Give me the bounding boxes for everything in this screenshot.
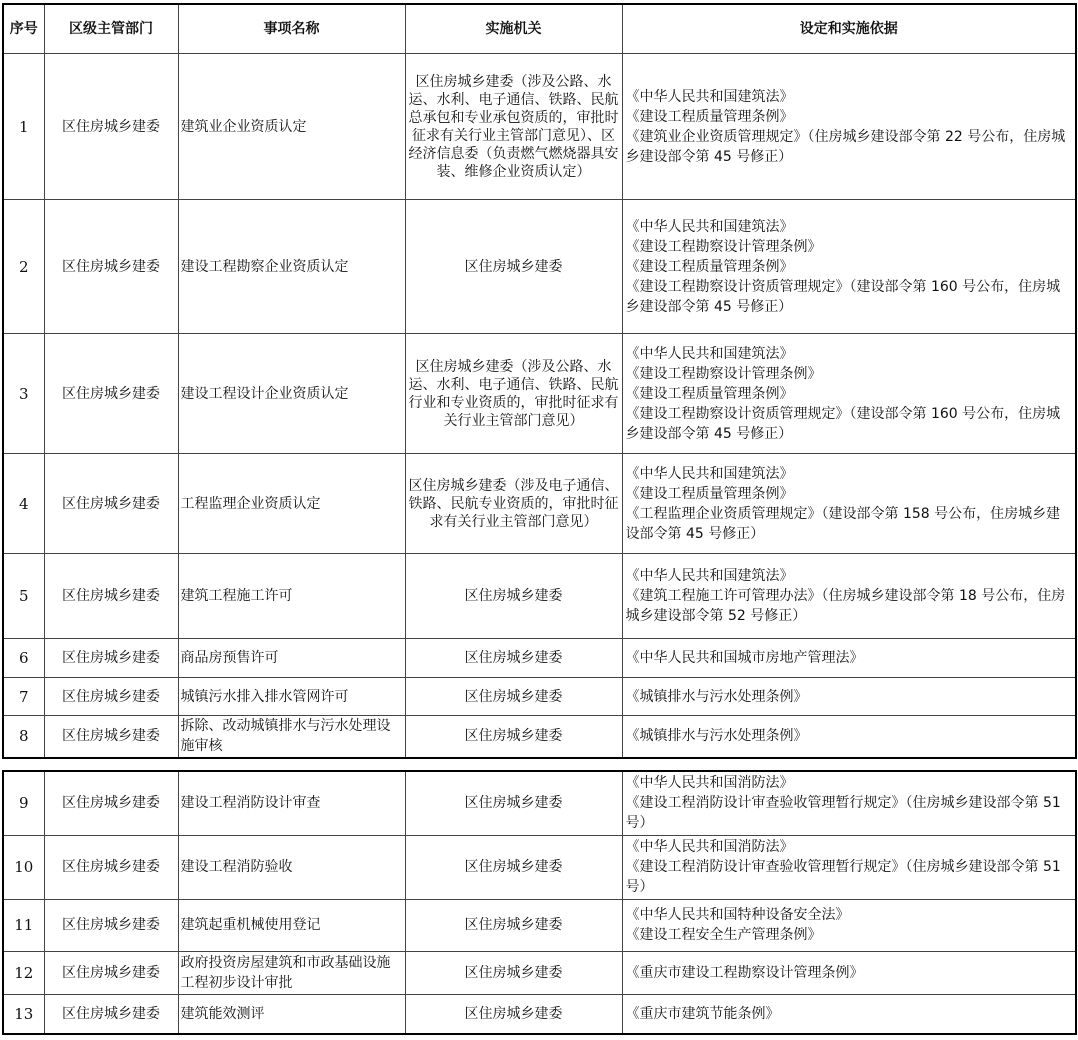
legal-basis-line: 《中华人民共和国特种设备安全法》 [625, 907, 850, 923]
implementing-agency-cell: 区住房城乡建委 [405, 200, 622, 334]
legal-basis-line: 《建筑业企业资质管理规定》（住房城乡建设部令第 22 号公布，住房城乡建设部令第 45 号修正） [625, 128, 1066, 165]
serial-number-cell: 12 [3, 951, 44, 994]
table-header-row [3, 4, 1076, 54]
legal-basis-line: 《中华人民共和国消防法》 [625, 775, 794, 792]
legal-basis-line: 《中华人民共和国建筑法》 [625, 345, 794, 362]
table-row [3, 835, 1076, 899]
implementing-agency-cell: 区住房城乡建委 [405, 639, 622, 678]
serial-number-cell: 7 [3, 678, 44, 716]
implementing-agency-cell: 区住房城乡建委 [405, 716, 622, 758]
legal-basis-cell [622, 200, 1076, 334]
legal-basis-line: 《建设工程勘察设计管理条例》 [625, 365, 822, 382]
serial-number-cell: 3 [3, 334, 44, 454]
implementing-agency-cell: 区住房城乡建委（涉及公路、水运、水利、电子通信、铁路、民航总承包和专业承包资质的，审批时征求有关行业主管部门意见）、区经济信息委（负责燃气燃烧器具安装、维修企业资质认定） [405, 54, 622, 200]
department-cell: 区住房城乡建委 [44, 994, 178, 1034]
header-item-name: 事项名称 [178, 4, 405, 54]
legal-basis-line: 《中华人民共和国消防法》 [625, 839, 794, 855]
table-row [3, 994, 1076, 1034]
table-row [3, 678, 1076, 716]
implementing-agency-cell: 区住房城乡建委 [405, 678, 622, 716]
implementing-agency-cell: 区住房城乡建委 [405, 771, 622, 835]
approval-items-table-part-1 [2, 3, 1077, 759]
legal-basis-line: 《建设工程勘察设计资质管理规定》（建设部令第 160 号公布，住房城乡建设部令第 45 号修正） [625, 278, 1061, 315]
department-cell: 区住房城乡建委 [44, 54, 178, 200]
legal-basis-line: 《建设工程勘察设计管理条例》 [625, 238, 822, 255]
serial-number-cell: 11 [3, 899, 44, 951]
item-name-cell: 商品房预售许可 [178, 639, 405, 678]
implementing-agency-cell: 区住房城乡建委 [405, 899, 622, 951]
department-cell: 区住房城乡建委 [44, 639, 178, 678]
department-cell: 区住房城乡建委 [44, 771, 178, 835]
legal-basis-line: 《中华人民共和国建筑法》 [625, 218, 794, 235]
department-cell: 区住房城乡建委 [44, 454, 178, 554]
legal-basis-cell [622, 899, 1076, 951]
legal-basis-cell [622, 554, 1076, 639]
department-cell: 区住房城乡建委 [44, 716, 178, 758]
legal-basis-line: 《中华人民共和国建筑法》 [625, 568, 794, 584]
legal-basis-line: 《建筑工程施工许可管理办法》（住房城乡建设部令第 18 号公布，住房城乡建设部令第 52 号修正） [625, 588, 1066, 624]
header-implementing-agency: 实施机关 [405, 4, 622, 54]
table-row [3, 554, 1076, 639]
serial-number-cell: 6 [3, 639, 44, 678]
department-cell: 区住房城乡建委 [44, 334, 178, 454]
legal-basis-cell [622, 678, 1076, 716]
header-legal-basis: 设定和实施依据 [622, 4, 1076, 54]
legal-basis-cell [622, 639, 1076, 678]
implementing-agency-cell: 区住房城乡建委（涉及公路、水运、水利、电子通信、铁路、民航行业和专业资质的，审批时征求有关行业主管部门意见） [405, 334, 622, 454]
table-row [3, 951, 1076, 994]
serial-number-cell: 5 [3, 554, 44, 639]
legal-basis-line: 《城镇排水与污水处理条例》 [625, 688, 808, 705]
item-name-cell: 建设工程设计企业资质认定 [178, 334, 405, 454]
legal-basis-line: 《建设工程安全生产管理条例》 [625, 927, 822, 943]
legal-basis-cell [622, 54, 1076, 200]
legal-basis-line: 《重庆市建筑节能条例》 [625, 1005, 780, 1022]
department-cell: 区住房城乡建委 [44, 835, 178, 899]
table-row [3, 771, 1076, 835]
table-row [3, 454, 1076, 554]
table-row [3, 639, 1076, 678]
item-name-cell: 建设工程消防设计审查 [178, 771, 405, 835]
legal-basis-line: 《中华人民共和国建筑法》 [625, 465, 794, 482]
legal-basis-cell [622, 951, 1076, 994]
legal-basis-line: 《建设工程勘察设计资质管理规定》（建设部令第 160 号公布，住房城乡建设部令第 45 号修正） [625, 405, 1061, 442]
department-cell: 区住房城乡建委 [44, 200, 178, 334]
item-name-cell: 建设工程消防验收 [178, 835, 405, 899]
table-row [3, 899, 1076, 951]
legal-basis-line: 《建设工程质量管理条例》 [625, 385, 794, 402]
item-name-cell: 工程监理企业资质认定 [178, 454, 405, 554]
legal-basis-cell [622, 334, 1076, 454]
implementing-agency-cell: 区住房城乡建委 [405, 554, 622, 639]
item-name-cell: 城镇污水排入排水管网许可 [178, 678, 405, 716]
legal-basis-line: 《重庆市建设工程勘察设计管理条例》 [625, 964, 864, 981]
legal-basis-line: 《城镇排水与污水处理条例》 [625, 728, 808, 745]
legal-basis-cell [622, 454, 1076, 554]
legal-basis-line: 《建设工程质量管理条例》 [625, 108, 794, 125]
table-row [3, 716, 1076, 758]
legal-basis-line: 《工程监理企业资质管理规定》（建设部令第 158 号公布，住房城乡建设部令第 45 号修正） [625, 505, 1061, 542]
department-cell: 区住房城乡建委 [44, 554, 178, 639]
item-name-cell: 拆除、改动城镇排水与污水处理设施审核 [178, 716, 405, 758]
implementing-agency-cell: 区住房城乡建委 [405, 835, 622, 899]
item-name-cell: 政府投资房屋建筑和市政基础设施工程初步设计审批 [178, 951, 405, 994]
implementing-agency-cell: 区住房城乡建委（涉及电子通信、铁路、民航专业资质的，审批时征求有关行业主管部门意见） [405, 454, 622, 554]
department-cell: 区住房城乡建委 [44, 678, 178, 716]
serial-number-cell: 10 [3, 835, 44, 899]
item-name-cell: 建筑能效测评 [178, 994, 405, 1034]
item-name-cell: 建设工程勘察企业资质认定 [178, 200, 405, 334]
legal-basis-line: 《中华人民共和国城市房地产管理法》 [625, 650, 864, 666]
legal-basis-line: 《建设工程质量管理条例》 [625, 258, 794, 275]
serial-number-cell: 4 [3, 454, 44, 554]
header-department: 区级主管部门 [44, 4, 178, 54]
implementing-agency-cell: 区住房城乡建委 [405, 994, 622, 1034]
serial-number-cell: 1 [3, 54, 44, 200]
serial-number-cell: 8 [3, 716, 44, 758]
table-row [3, 54, 1076, 200]
serial-number-cell: 9 [3, 771, 44, 835]
legal-basis-line: 《建设工程消防设计审查验收管理暂行规定》（住房城乡建设部令第 51 号） [625, 859, 1061, 895]
serial-number-cell: 13 [3, 994, 44, 1034]
item-name-cell: 建筑起重机械使用登记 [178, 899, 405, 951]
approval-items-table-part-2 [2, 770, 1077, 1035]
department-cell: 区住房城乡建委 [44, 899, 178, 951]
item-name-cell: 建筑工程施工许可 [178, 554, 405, 639]
legal-basis-cell [622, 994, 1076, 1034]
legal-basis-line: 《建设工程质量管理条例》 [625, 485, 794, 502]
legal-basis-line: 《建设工程消防设计审查验收管理暂行规定》（住房城乡建设部令第 51 号） [625, 795, 1061, 832]
legal-basis-cell [622, 716, 1076, 758]
table-row [3, 200, 1076, 334]
implementing-agency-cell: 区住房城乡建委 [405, 951, 622, 994]
legal-basis-cell [622, 835, 1076, 899]
department-cell: 区住房城乡建委 [44, 951, 178, 994]
legal-basis-line: 《中华人民共和国建筑法》 [625, 88, 794, 105]
legal-basis-cell [622, 771, 1076, 835]
item-name-cell: 建筑业企业资质认定 [178, 54, 405, 200]
header-serial-number: 序号 [3, 4, 44, 54]
serial-number-cell: 2 [3, 200, 44, 334]
table-row [3, 334, 1076, 454]
